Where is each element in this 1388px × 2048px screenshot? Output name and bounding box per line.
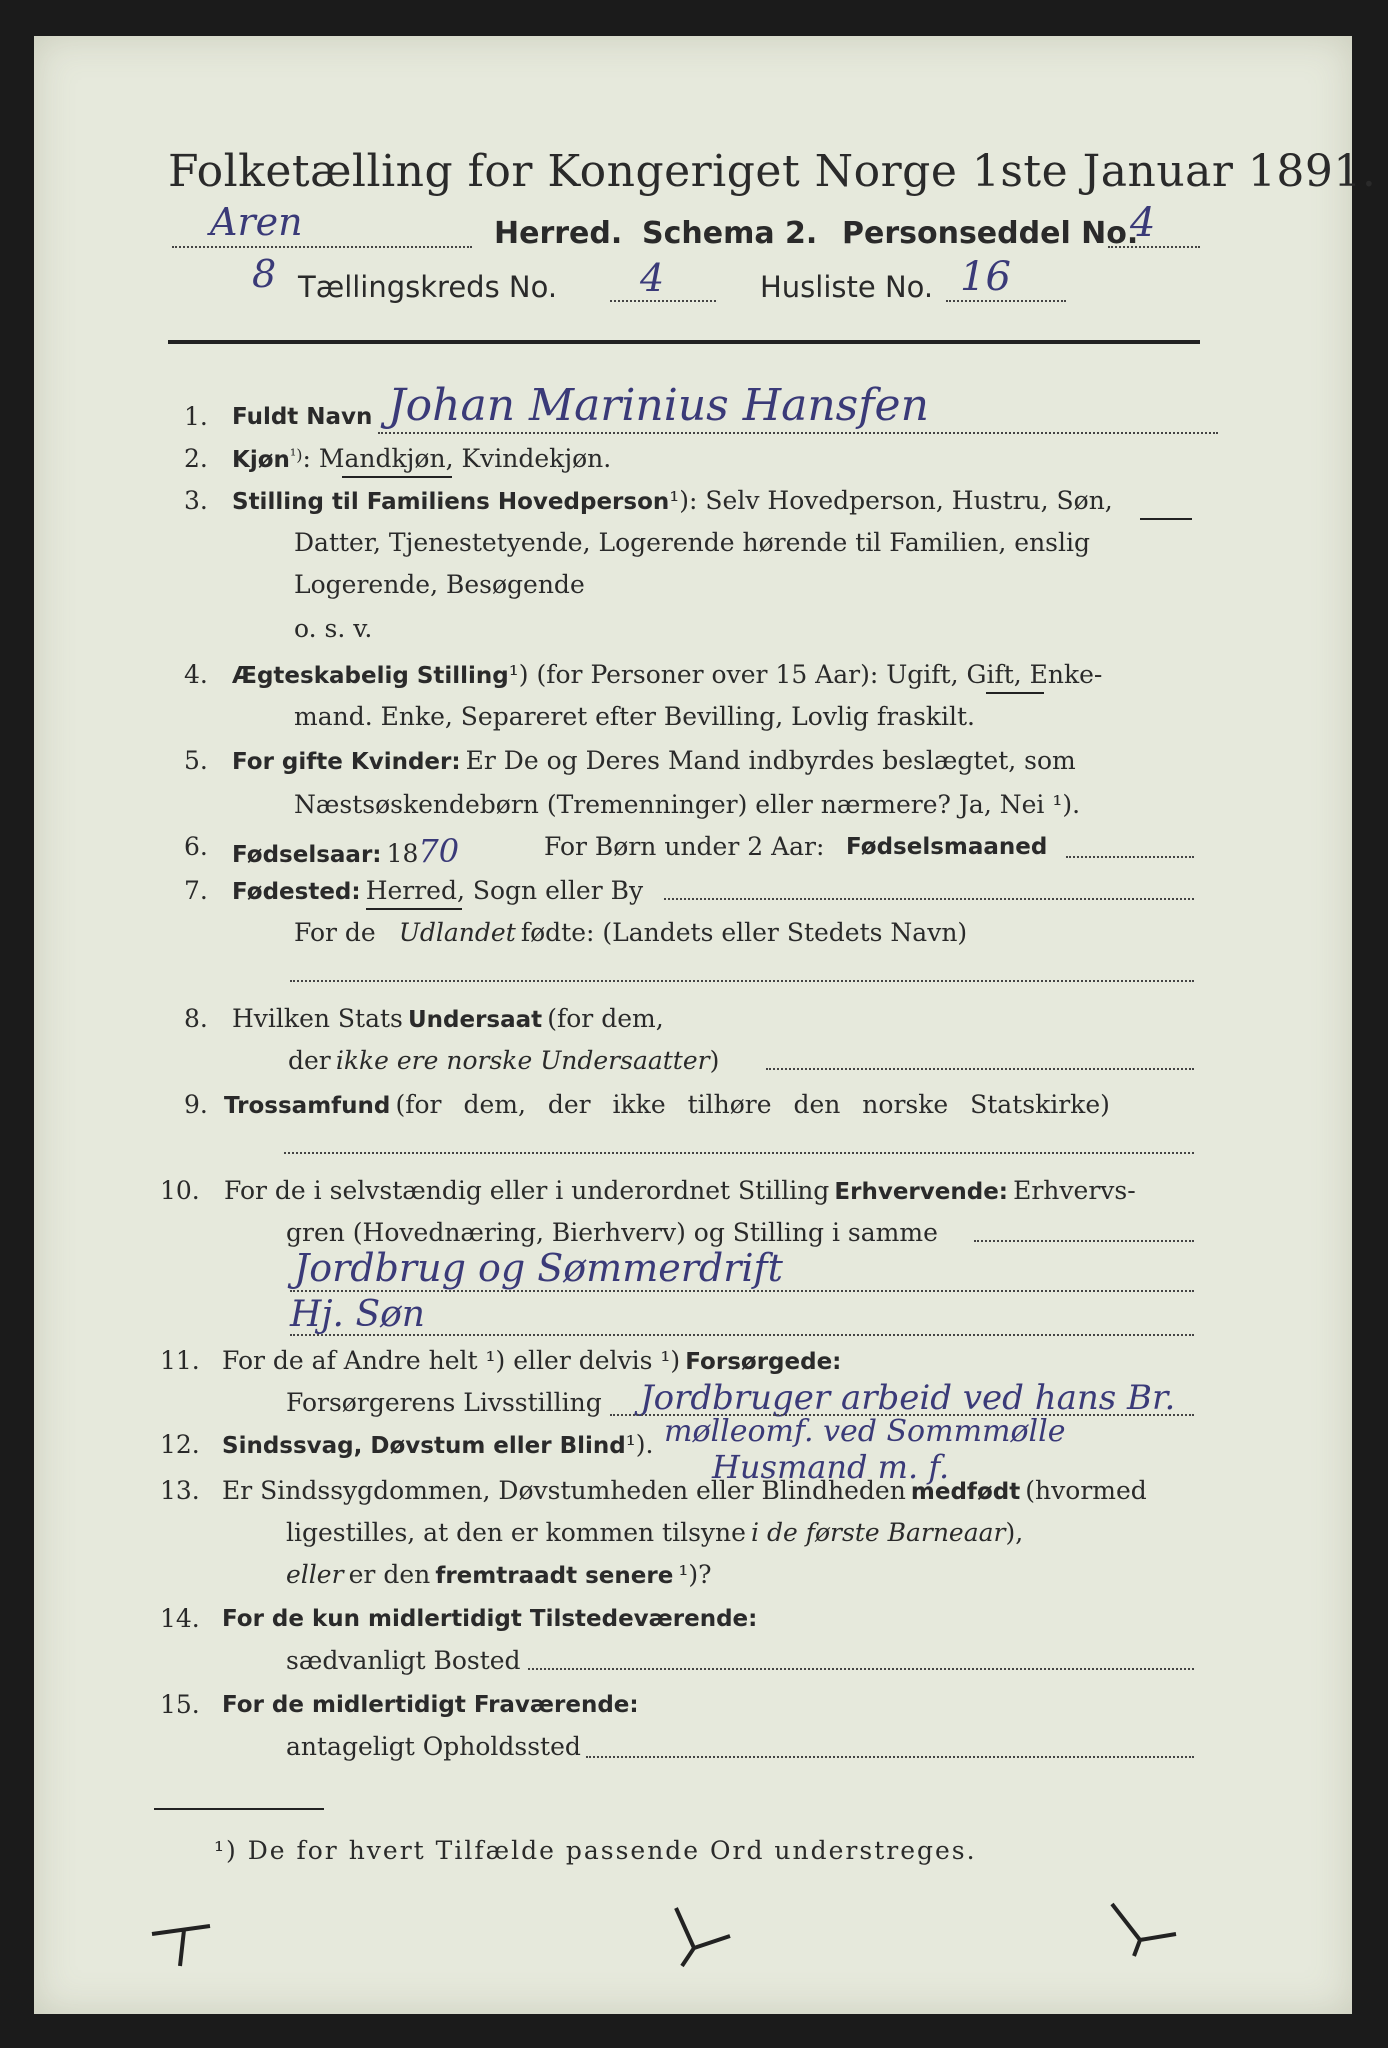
q15-line2: antageligt Opholdssted <box>286 1732 581 1761</box>
q2-options: : Mandkjøn, Kvindekjøn. <box>302 444 612 473</box>
q1-number: 1. <box>184 402 208 431</box>
q8-line2-italic: ikke ere norske Undersaatter <box>335 1046 710 1075</box>
q6-number: 6. <box>184 832 208 861</box>
q4-label: Ægteskabelig Stilling <box>232 663 509 689</box>
q8-label: Undersaat <box>407 1007 543 1033</box>
q13-line1b: (hvormed <box>1025 1476 1147 1505</box>
husliste-value: 16 <box>960 254 1011 300</box>
q7-dotted-line-1 <box>664 898 1194 900</box>
q11-line1a: For de af Andre helt ¹) eller delvis ¹) <box>222 1346 681 1375</box>
kreds-dotted-line <box>610 300 716 302</box>
q15-dotted-line <box>586 1756 1194 1758</box>
q2-underline-mandkjon <box>342 476 452 478</box>
q8-line2a: der <box>288 1046 331 1075</box>
q10-line1b: Erhvervs- <box>1013 1176 1136 1205</box>
q13-label: medfødt <box>910 1479 1021 1505</box>
q2-label: Kjøn <box>232 447 290 473</box>
q13-line1a: Er Sindssygdommen, Døvstumheden eller Blindheden <box>222 1476 906 1505</box>
binding-mark-right <box>1104 1900 1184 1960</box>
q7-number: 7. <box>184 876 208 905</box>
q7-line2: For de <box>294 918 376 947</box>
schema-label: Schema 2. <box>642 216 818 251</box>
q7-underline-herred <box>366 908 462 910</box>
q10-label: Erhvervende: <box>834 1179 1008 1205</box>
q15-label: For de midlertidigt Fraværende: <box>222 1692 639 1718</box>
q4-underline-ugift <box>986 692 1044 694</box>
q15-number: 15. <box>160 1690 200 1719</box>
q13-line2a: ligestilles, at den er kommen tilsyne <box>286 1518 746 1547</box>
q12-value: Husmand m. f. <box>712 1448 950 1486</box>
kreds-prefix: 8 <box>252 252 277 296</box>
kreds-label: Tællingskreds No. <box>298 270 558 304</box>
q13-number: 13. <box>160 1476 200 1505</box>
q10-number: 10. <box>160 1176 200 1205</box>
q8-line1b: (for dem, <box>547 1004 664 1033</box>
q3-line3: Logerende, Besøgende <box>294 570 585 599</box>
q10-dotted-line-3 <box>290 1334 1194 1336</box>
q12-label: Sindssvag, Døvstum eller Blind <box>222 1433 626 1459</box>
q7-line2-italic: Udlandet <box>398 918 516 947</box>
q10-line1a: For de i selvstændig eller i underordnet Stilling <box>224 1176 830 1205</box>
q1-label: Fuldt Navn <box>232 404 373 430</box>
q11-label: Forsørgede: <box>685 1349 842 1375</box>
q8-number: 8. <box>184 1004 208 1033</box>
q9-label: Trossamfund <box>224 1093 391 1119</box>
husliste-dotted-line <box>946 300 1066 302</box>
q9-dotted-line <box>284 1152 1194 1154</box>
q5-line1: Er De og Deres Mand indbyrdes beslægtet, som <box>465 746 1076 775</box>
q14-number: 14. <box>160 1604 200 1633</box>
footnote: ¹) De for hvert Tilfælde passende Ord understreges. <box>214 1836 977 1865</box>
q3-line2: Datter, Tjenestetyende, Logerende hørende til Familien, enslig <box>294 528 1091 557</box>
q14-label: For de kun midlertidigt Tilstedeværende: <box>222 1606 758 1632</box>
husliste-label: Husliste No. <box>760 270 934 304</box>
q13-label3: fremtraadt senere <box>435 1563 674 1589</box>
q9-number: 9. <box>184 1090 208 1119</box>
q5-label: For gifte Kvinder: <box>232 749 461 775</box>
q5-line2: Næstsøskendebørn (Tremenninger) eller nærmere? Ja, Nei ¹). <box>294 790 1081 819</box>
q2-number: 2. <box>184 444 208 473</box>
q14-line2: sædvanligt Bosted <box>286 1646 521 1675</box>
q14-dotted-line <box>528 1668 1194 1670</box>
q10-dotted-line-1 <box>974 1240 1194 1242</box>
q3-label: Stilling til Familiens Hovedperson <box>232 489 670 515</box>
q13-line2-italic: i de første Barneaar <box>751 1518 1006 1547</box>
q4-line1: ¹) (for Personer over 15 Aar): Ugift, Gift, Enke- <box>508 660 1103 689</box>
q13-line2b: ), <box>1005 1518 1024 1547</box>
q10-value-2: Hj. Søn <box>290 1294 425 1335</box>
q7-line2-rest: fødte: (Landets eller Stedets Navn) <box>520 918 968 947</box>
header-rule <box>168 340 1200 344</box>
q8-line2b: ) <box>709 1046 720 1075</box>
personseddel-label: Personseddel No. <box>842 216 1139 251</box>
q6-dotted-line <box>1066 856 1194 858</box>
q10-line2: gren (Hovednæring, Bierhverv) og Stilling i samme <box>286 1218 938 1247</box>
q13-line3a: er den <box>348 1560 431 1589</box>
q6-label: Fødselsaar: <box>232 842 382 868</box>
q3-number: 3. <box>184 486 208 515</box>
kreds-value: 4 <box>640 256 665 300</box>
q1-dotted-line <box>378 432 1218 434</box>
binding-mark-center <box>668 1906 738 1970</box>
herred-dotted-line <box>172 246 472 248</box>
personseddel-dotted-line <box>1108 246 1200 248</box>
q13-line3-italic: eller <box>286 1560 344 1589</box>
personseddel-value: 4 <box>1130 200 1156 246</box>
q4-number: 4. <box>184 660 208 689</box>
q7-label: Fødested: <box>232 879 361 905</box>
q3-underline-son <box>1140 518 1192 520</box>
q1-name-value: Johan Marinius Hansfen <box>388 380 929 431</box>
q11-number: 11. <box>160 1346 200 1375</box>
q2-sup: ¹) <box>289 445 303 465</box>
q12-number: 12. <box>160 1430 200 1459</box>
herred-value: Aren <box>210 200 303 244</box>
q6-year-value: 70 <box>418 832 460 870</box>
q7-line1: Herred, Sogn eller By <box>365 876 644 905</box>
q10-value-1: Jordbrug og Sømmerdrift <box>294 1246 783 1290</box>
herred-label: Herred. <box>494 216 623 251</box>
q3-line4: o. s. v. <box>294 614 373 643</box>
q6-prefix: 18 <box>386 839 419 868</box>
q11-line2: Forsørgerens Livsstilling <box>286 1388 602 1417</box>
q12-sup: ¹). <box>625 1430 654 1459</box>
q5-number: 5. <box>184 746 208 775</box>
q11-value-2: mølleomf. ved Sommmølle <box>664 1414 1066 1449</box>
q6-label2: Fødselsmaaned <box>846 834 1048 860</box>
q13-line3b: ¹)? <box>678 1560 712 1589</box>
binding-mark-left <box>150 1920 220 1970</box>
q8-line1a: Hvilken Stats <box>232 1004 403 1033</box>
q4-line2: mand. Enke, Separeret efter Bevilling, Lovlig fraskilt. <box>294 702 975 731</box>
q3-line1: ¹): Selv Hovedperson, Hustru, Søn, <box>669 486 1113 515</box>
q6-text: For Børn under 2 Aar: <box>544 832 825 861</box>
q11-value-1: Jordbruger arbeid ved hans Br. <box>640 1378 1176 1418</box>
q9-text: (for dem, der ikke tilhøre den norske Statskirke) <box>395 1090 1110 1119</box>
q8-dotted-line <box>766 1068 1194 1070</box>
form-title: Folketælling for Kongeriget Norge 1ste Januar 1891. <box>168 146 1377 197</box>
q7-dotted-line-2 <box>290 980 1194 982</box>
footnote-rule <box>154 1808 324 1810</box>
q10-dotted-line-2 <box>290 1290 1194 1292</box>
